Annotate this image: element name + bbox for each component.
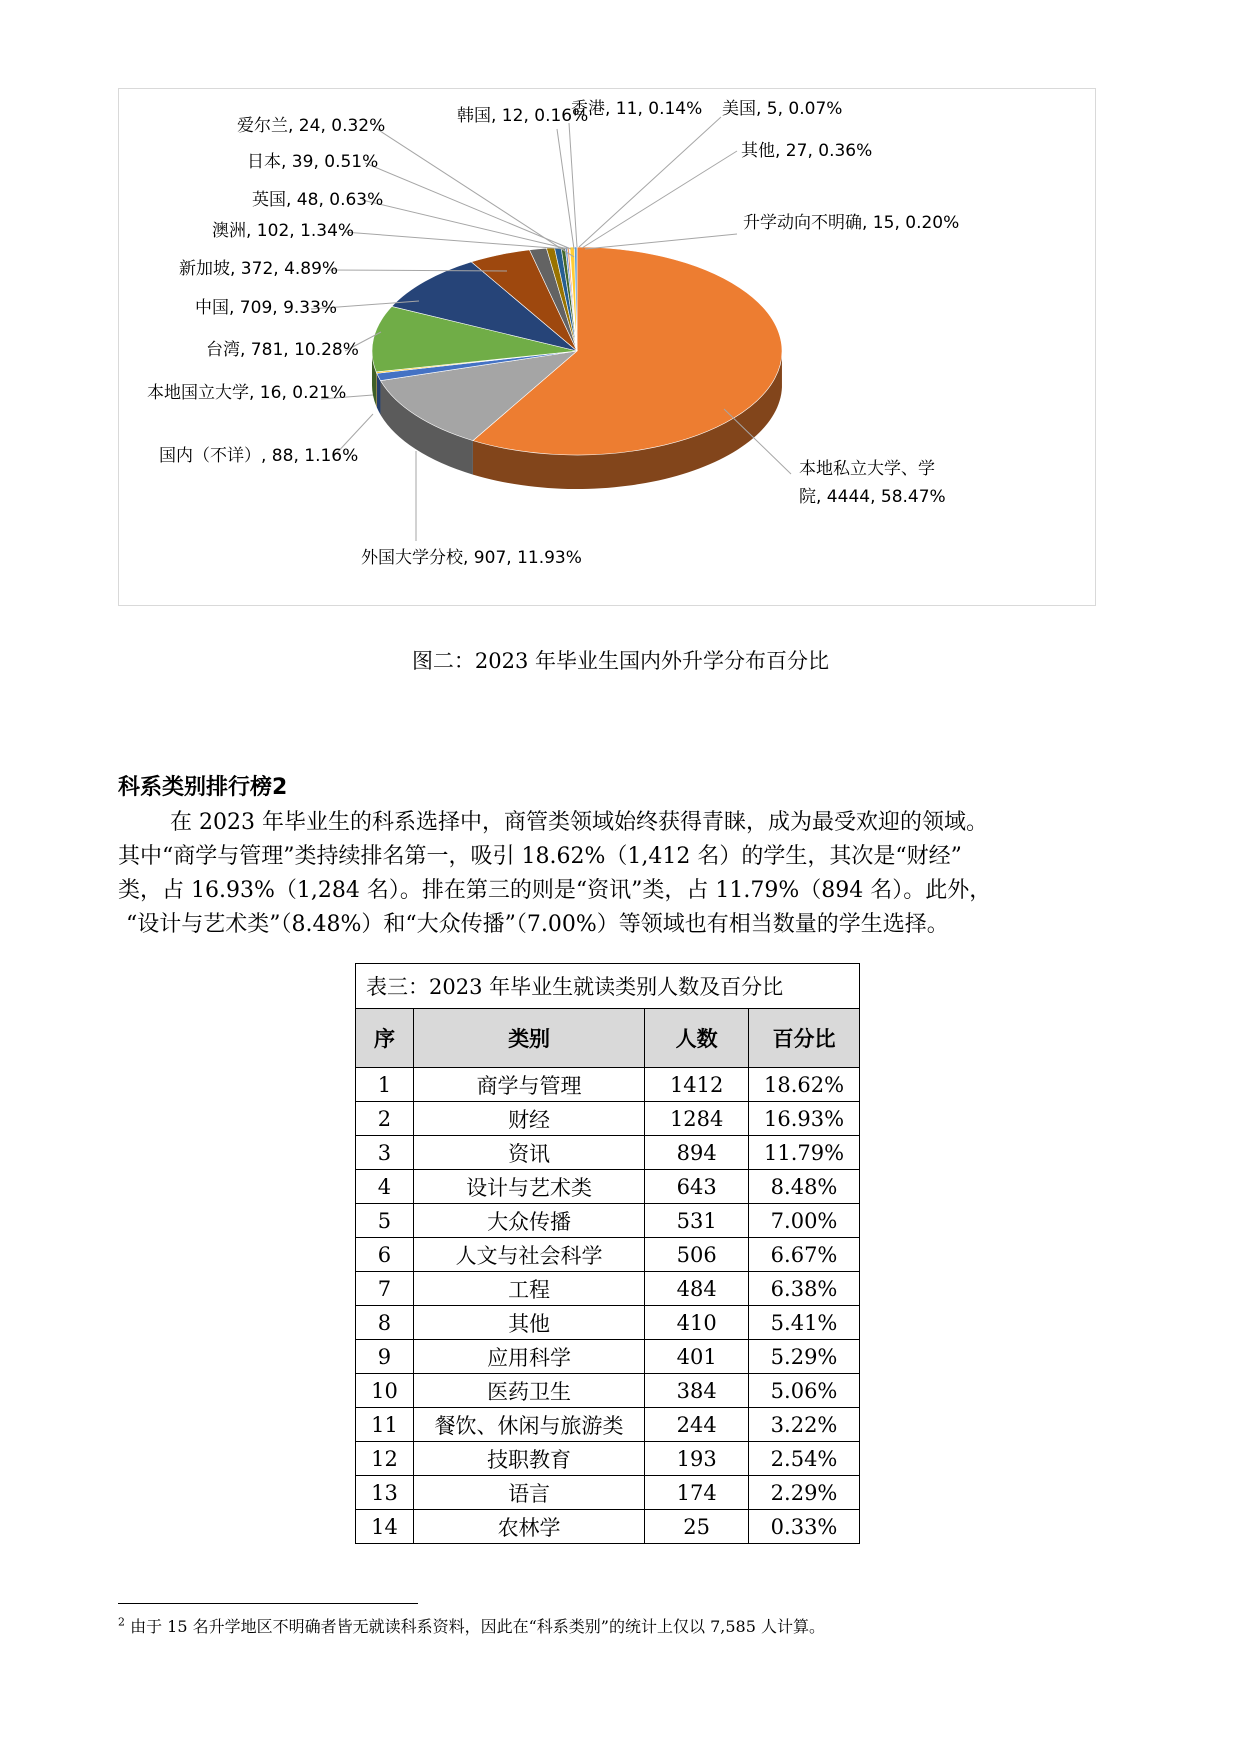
row-category: 资讯 bbox=[413, 1136, 644, 1170]
table-row bbox=[356, 1510, 860, 1544]
table-row bbox=[356, 1408, 860, 1442]
row-count: 531 bbox=[645, 1204, 749, 1238]
row-index: 12 bbox=[356, 1442, 414, 1476]
pie-label-local-private: 本地私立大学、学 bbox=[799, 459, 935, 479]
row-index: 14 bbox=[356, 1510, 414, 1544]
row-count: 193 bbox=[645, 1442, 749, 1476]
pie-label-hongkong: 香港, 11, 0.14% bbox=[571, 99, 703, 119]
table-row bbox=[356, 1476, 860, 1510]
pie-label-japan: 日本, 39, 0.51% bbox=[247, 152, 379, 172]
row-category: 设计与艺术类 bbox=[413, 1170, 644, 1204]
header-category: 类别 bbox=[413, 1009, 644, 1068]
row-count: 244 bbox=[645, 1408, 749, 1442]
pie-label-taiwan: 台湾, 781, 10.28% bbox=[206, 340, 359, 360]
row-category: 大众传播 bbox=[413, 1204, 644, 1238]
pie-label-singapore: 新加坡, 372, 4.89% bbox=[179, 259, 339, 279]
row-percent: 2.54% bbox=[749, 1442, 860, 1476]
pie-label-australia: 澳洲, 102, 1.34% bbox=[212, 221, 355, 241]
paragraph-line: “设计与艺术类”（8.48%）和“大众传播”（7.00%）等领域也有相当数量的学生选择。 bbox=[126, 912, 949, 937]
pie-side-wall bbox=[376, 372, 377, 407]
table-row bbox=[356, 1136, 860, 1170]
row-category: 应用科学 bbox=[413, 1340, 644, 1374]
header-percent: 百分比 bbox=[749, 1009, 860, 1068]
footnote bbox=[118, 1614, 825, 1637]
row-percent: 3.22% bbox=[749, 1408, 860, 1442]
row-category: 商学与管理 bbox=[413, 1068, 644, 1102]
row-count: 484 bbox=[645, 1272, 749, 1306]
table-row bbox=[356, 1306, 860, 1340]
footnote-marker: 2 bbox=[118, 1615, 125, 1629]
pie-label-china: 中国, 709, 9.33% bbox=[195, 298, 338, 318]
table-caption: 表三：2023 年毕业生就读类别人数及百分比 bbox=[356, 964, 860, 1009]
table-row bbox=[356, 1340, 860, 1374]
row-index: 10 bbox=[356, 1374, 414, 1408]
row-index: 9 bbox=[356, 1340, 414, 1374]
row-count: 401 bbox=[645, 1340, 749, 1374]
paragraph-line: 在 2023 年毕业生的科系选择中，商管类领域始终获得青睐，成为最受欢迎的领域。 bbox=[170, 810, 988, 835]
table-row bbox=[356, 1272, 860, 1306]
leader-line bbox=[569, 123, 577, 247]
row-count: 25 bbox=[645, 1510, 749, 1544]
row-percent: 11.79% bbox=[749, 1136, 860, 1170]
row-category: 农林学 bbox=[413, 1510, 644, 1544]
pie-chart bbox=[119, 89, 1095, 605]
pie-label-domestic-unknown: 国内（不详）, 88, 1.16% bbox=[159, 446, 359, 466]
row-index: 6 bbox=[356, 1238, 414, 1272]
row-category: 其他 bbox=[413, 1306, 644, 1340]
leader-line bbox=[557, 129, 574, 249]
header-count: 人数 bbox=[645, 1009, 749, 1068]
row-category: 技职教育 bbox=[413, 1442, 644, 1476]
row-category: 医药卫生 bbox=[413, 1374, 644, 1408]
row-percent: 6.67% bbox=[749, 1238, 860, 1272]
table-row bbox=[356, 1170, 860, 1204]
pie-label-unclear: 升学动向不明确, 15, 0.20% bbox=[743, 213, 960, 233]
row-count: 1284 bbox=[645, 1102, 749, 1136]
footnote-rule bbox=[118, 1603, 418, 1604]
row-count: 894 bbox=[645, 1136, 749, 1170]
row-percent: 5.29% bbox=[749, 1340, 860, 1374]
row-percent: 5.41% bbox=[749, 1306, 860, 1340]
row-index: 3 bbox=[356, 1136, 414, 1170]
pie-label-korea: 韩国, 12, 0.16% bbox=[457, 106, 589, 126]
table-row bbox=[356, 1374, 860, 1408]
row-category: 人文与社会科学 bbox=[413, 1238, 644, 1272]
row-count: 410 bbox=[645, 1306, 749, 1340]
paragraph-line: 其中“商学与管理”类持续排名第一，吸引 18.62%（1,412 名）的学生，其次是“财经” bbox=[118, 844, 962, 869]
table-row bbox=[356, 1068, 860, 1102]
row-index: 8 bbox=[356, 1306, 414, 1340]
row-percent: 0.33% bbox=[749, 1510, 860, 1544]
row-index: 2 bbox=[356, 1102, 414, 1136]
row-percent: 18.62% bbox=[749, 1068, 860, 1102]
leader-line bbox=[582, 151, 737, 248]
row-index: 11 bbox=[356, 1408, 414, 1442]
enrollment-table bbox=[355, 963, 860, 1544]
row-index: 7 bbox=[356, 1272, 414, 1306]
row-percent: 5.06% bbox=[749, 1374, 860, 1408]
row-index: 13 bbox=[356, 1476, 414, 1510]
leader-line bbox=[579, 117, 721, 247]
row-category: 语言 bbox=[413, 1476, 644, 1510]
row-percent: 7.00% bbox=[749, 1204, 860, 1238]
pie-label-other: 其他, 27, 0.36% bbox=[741, 141, 873, 161]
pie-label-ireland: 爱尔兰, 24, 0.32% bbox=[237, 116, 386, 136]
section-title: 科系类别排行榜2 bbox=[118, 775, 288, 800]
pie-label-local-public: 本地国立大学, 16, 0.21% bbox=[147, 383, 347, 403]
row-count: 174 bbox=[645, 1476, 749, 1510]
row-category: 财经 bbox=[413, 1102, 644, 1136]
row-category: 餐饮、休闲与旅游类 bbox=[413, 1408, 644, 1442]
pie-label-uk: 英国, 48, 0.63% bbox=[252, 190, 384, 210]
table-row bbox=[356, 1102, 860, 1136]
row-percent: 6.38% bbox=[749, 1272, 860, 1306]
row-index: 1 bbox=[356, 1068, 414, 1102]
row-percent: 8.48% bbox=[749, 1170, 860, 1204]
row-index: 4 bbox=[356, 1170, 414, 1204]
table-row bbox=[356, 1442, 860, 1476]
footnote-text: 由于 15 名升学地区不明确者皆无就读科系资料，因此在“科系类别”的统计上仅以 7,585 人计算。 bbox=[130, 1617, 825, 1636]
table-row bbox=[356, 1204, 860, 1238]
paragraph-line: 类，占 16.93%（1,284 名）。排在第三的则是“资讯”类，占 11.79%（894 名）。此外， bbox=[118, 878, 992, 903]
row-percent: 2.29% bbox=[749, 1476, 860, 1510]
table-row bbox=[356, 1238, 860, 1272]
leader-line bbox=[585, 234, 737, 249]
row-count: 643 bbox=[645, 1170, 749, 1204]
row-count: 384 bbox=[645, 1374, 749, 1408]
row-index: 5 bbox=[356, 1204, 414, 1238]
header-index: 序 bbox=[356, 1009, 414, 1068]
row-category: 工程 bbox=[413, 1272, 644, 1306]
row-percent: 16.93% bbox=[749, 1102, 860, 1136]
pie-label-local-private: 院, 4444, 58.47% bbox=[799, 487, 946, 507]
row-count: 506 bbox=[645, 1238, 749, 1272]
figure-caption: 图二：2023 年毕业生国内外升学分布百分比 bbox=[411, 649, 830, 673]
pie-label-usa: 美国, 5, 0.07% bbox=[722, 99, 843, 119]
pie-label-foreign-branch: 外国大学分校, 907, 11.93% bbox=[361, 548, 582, 568]
row-count: 1412 bbox=[645, 1068, 749, 1102]
pie-chart-frame bbox=[118, 88, 1096, 606]
